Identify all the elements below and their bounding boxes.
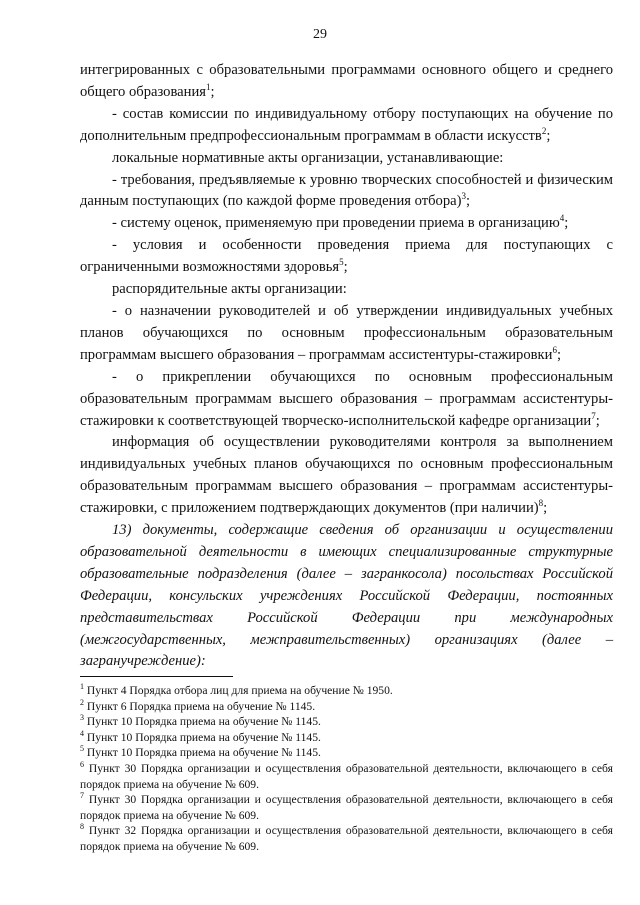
footnote: $^8$ Пункт 32 Порядка организации и осуществления образовательной деятельности, включающего в себя порядок приема на обучение № 609. bbox=[80, 822, 613, 853]
paragraph: - состав комиссии по индивидуальному отбору поступающих на обучение по дополнительным предпрофессиональным программам в области искусств$^2$; bbox=[80, 105, 613, 144]
body-text bbox=[80, 60, 613, 673]
paragraph-italic: 13) документы, содержащие сведения об организации и осуществлении образовательной деятельности в имеющих специализированные структурные образовательные подразделения (далее – загранкосола) посольствах Российской Федерации, консульских учреждениях Российской Федерации, постоянных представительствах Российской Федерации при международных (межгосударственных, межправительственных) организациях (далее – загранучреждение): bbox=[80, 522, 613, 670]
footnote-ref: 1 bbox=[206, 82, 211, 93]
paragraph: информация об осуществлении руководителями контроля за выполнением индивидуальных учебных планов обучающихся по основным профессиональным образовательным программам высшего образования – программам ассистентуры-стажировки, с приложением подтверждающих документов (при наличии)$^8$; bbox=[80, 434, 613, 517]
footnote: $^3$ Пункт 10 Порядка приема на обучение № 1145. bbox=[80, 713, 321, 729]
paragraph: - требования, предъявляемые к уровню творческих способностей и физическим данным поступающих (по каждой форме проведения отбора)$^3$; bbox=[80, 171, 613, 210]
footnote-ref: 2 bbox=[541, 125, 547, 136]
footnote-ref: 6 bbox=[552, 344, 557, 355]
footnote-ref: 7 bbox=[591, 410, 596, 421]
footnotes bbox=[80, 683, 613, 855]
footnote: $^1$ Пункт 4 Порядка отбора лиц для приема на обучение № 1950. bbox=[80, 682, 393, 697]
footnote: $^7$ Пункт 30 Порядка организации и осуществления образовательной деятельности, включающего в себя порядок приема на обучение № 609. bbox=[80, 791, 613, 822]
footnote: $^6$ Пункт 30 Порядка организации и осуществления образовательной деятельности, включающего в себя порядок приема на обучение № 609. bbox=[80, 760, 613, 791]
footnote-separator bbox=[80, 676, 233, 677]
footnote-ref: 4 bbox=[559, 213, 565, 224]
footnote-ref: 8 bbox=[538, 498, 544, 509]
paragraph: - о прикреплении обучающихся по основным профессиональным образовательным программам высшего образования – программам ассистентуры-стажировки к соответствующей творческо-исполнительской кафедре организации$^7$; bbox=[80, 368, 613, 429]
paragraph: интегрированных с образовательными программами основного общего и среднего общего образования$^1$; bbox=[80, 62, 613, 100]
page-number: 29 bbox=[313, 27, 327, 42]
paragraph: распорядительные акты организации: bbox=[112, 281, 347, 298]
footnote: $^4$ Пункт 10 Порядка приема на обучение № 1145. bbox=[80, 728, 321, 744]
paragraph: - о назначении руководителей и об утверждении индивидуальных учебных планов обучающихся по основным профессиональным образовательным программам высшего образования – программам ассистентуры-стажировки$^6$; bbox=[80, 302, 613, 363]
footnote-ref: 5 bbox=[339, 257, 344, 268]
footnote: $^5$ Пункт 10 Порядка приема на обучение № 1145. bbox=[80, 744, 321, 760]
paragraph: - условия и особенности проведения приема для поступающих с ограниченными возможностями здоровья$^5$; bbox=[80, 237, 613, 276]
paragraph: - систему оценок, применяемую при проведении приема в организацию$^4$; bbox=[112, 213, 569, 232]
footnote-ref: 3 bbox=[461, 191, 466, 202]
paragraph: локальные нормативные акты организации, устанавливающие: bbox=[112, 149, 504, 166]
footnote: $^2$ Пункт 6 Порядка приема на обучение № 1145. bbox=[80, 697, 316, 713]
